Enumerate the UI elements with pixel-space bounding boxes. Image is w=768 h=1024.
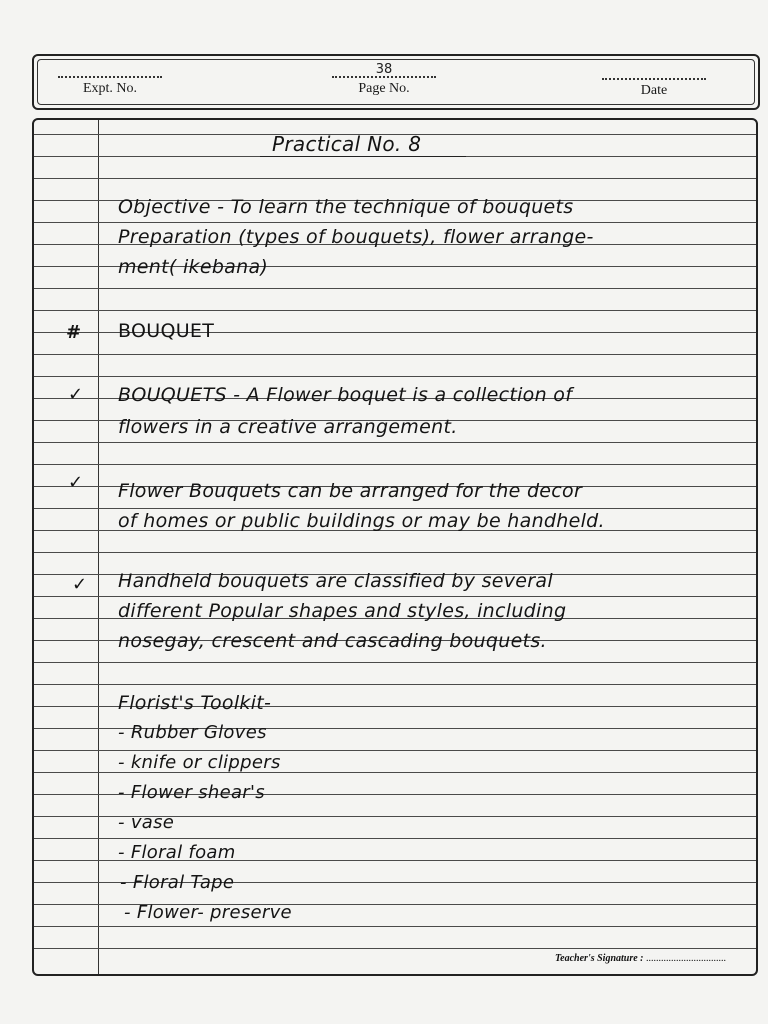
rule-line — [34, 948, 756, 949]
check-mark-icon: ✓ — [72, 574, 88, 595]
objective-line-1: Objective - To learn the technique of bouquets — [118, 196, 574, 218]
margin-line — [98, 120, 99, 974]
rule-line — [34, 464, 756, 465]
rule-line — [34, 838, 756, 839]
toolkit-item: - vase — [118, 812, 175, 833]
check-mark-icon: ✓ — [68, 472, 84, 493]
toolkit-item: - Floral Tape — [120, 872, 235, 893]
objective-line-3: ment( ikebana) — [118, 256, 269, 278]
rule-line — [34, 662, 756, 663]
toolkit-heading: Florist's Toolkit- — [118, 692, 272, 714]
page-no-label: Page No. — [358, 81, 410, 96]
page-no-value: 38 — [332, 62, 436, 78]
rule-line — [34, 310, 756, 311]
rule-line — [34, 684, 756, 685]
toolkit-item: - Flower- preserve — [124, 902, 292, 923]
point-3-line-3: nosegay, crescent and cascading bouquets. — [118, 630, 547, 652]
point-3-line-1: Handheld bouquets are classified by several — [118, 570, 553, 592]
teacher-signature-label: Teacher's Signature : — [554, 953, 644, 964]
toolkit-item: - Rubber Gloves — [118, 722, 267, 743]
date-label: Date — [640, 83, 668, 98]
toolkit-item: - Floral foam — [118, 842, 236, 863]
rule-line — [34, 552, 756, 553]
teacher-signature — [555, 953, 726, 964]
date-field — [602, 64, 706, 99]
rule-line — [34, 178, 756, 179]
practical-title: Practical No. 8 — [272, 132, 422, 156]
section-hash-mark: # — [66, 322, 82, 343]
date-value — [602, 64, 706, 80]
rule-line — [34, 508, 756, 509]
point-1-line-1: BOUQUETS - A Flower boquet is a collection of — [118, 384, 573, 406]
point-2-line-1: Flower Bouquets can be arranged for the decor — [118, 480, 583, 502]
rule-line — [34, 596, 756, 597]
rule-line — [34, 288, 756, 289]
check-mark-icon: ✓ — [68, 384, 84, 405]
rule-line — [34, 222, 756, 223]
point-1-line-2: flowers in a creative arrangement. — [118, 416, 458, 438]
page-header — [32, 54, 760, 110]
rule-line — [34, 926, 756, 927]
teacher-signature-value: ................................ — [646, 953, 726, 964]
rule-line — [34, 354, 756, 355]
title-underline — [260, 156, 466, 157]
toolkit-item: - knife or clippers — [118, 752, 281, 773]
objective-line-2: Preparation (types of bouquets), flower arrange- — [118, 226, 594, 248]
rule-line — [34, 376, 756, 377]
toolkit-item: - Flower shear's — [118, 782, 265, 803]
rule-line — [34, 750, 756, 751]
page-no-field — [332, 62, 436, 97]
ruled-sheet — [32, 118, 758, 976]
point-2-line-2: of homes or public buildings or may be handheld. — [118, 510, 605, 532]
expt-no-label: Expt. No. — [82, 81, 138, 96]
section-heading: BOUQUET — [118, 320, 215, 342]
expt-no-field — [58, 62, 162, 97]
expt-no-value — [58, 62, 162, 78]
rule-line — [34, 442, 756, 443]
point-3-line-2: different Popular shapes and styles, including — [118, 600, 567, 622]
